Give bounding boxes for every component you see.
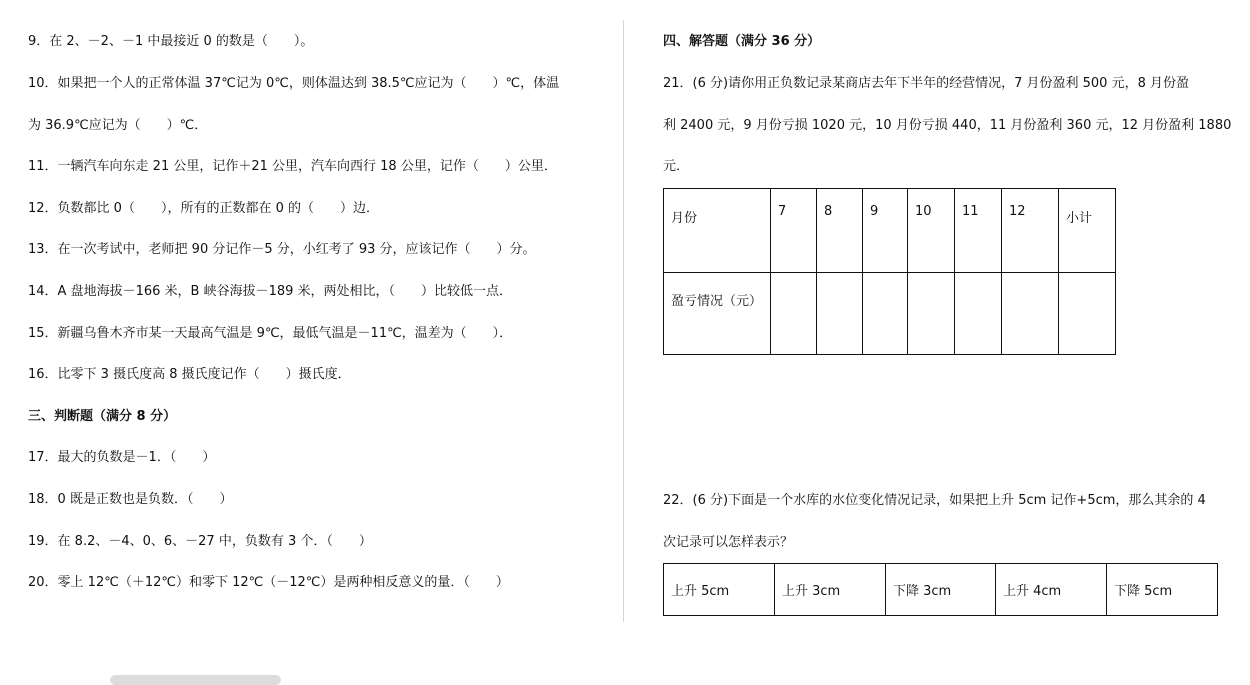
profit-loss-label: 盈亏情况（元）	[671, 294, 763, 309]
table-cell	[1107, 564, 1218, 616]
table-cell	[817, 189, 863, 273]
answer-cell	[817, 273, 863, 355]
answer-cell	[771, 273, 817, 355]
question-14: 14．A 盘地海拔－166 米，B 峡谷海拔－189 米，两处相比，（ ）比较低一点．	[28, 284, 513, 299]
question-21-line-1: 21．(6 分)请你用正负数记录某商店去年下半年的经营情况，7 月份盈利 500 元，8 月份盈	[663, 76, 1189, 91]
month-cell: 11	[962, 204, 979, 219]
table-cell	[664, 189, 771, 273]
table-cell	[996, 564, 1107, 616]
answer-cell	[1059, 273, 1116, 355]
table-cell	[863, 189, 908, 273]
question-16: 16．比零下 3 摄氏度高 8 摄氏度记作（ ）摄氏度．	[28, 367, 351, 382]
question-22-line-1: 22．(6 分)下面是一个水库的水位变化情况记录，如果把上升 5cm 记作+5cm，那么其余的 4	[663, 493, 1206, 508]
section-3-heading: 三、判断题（满分 8 分）	[28, 409, 177, 424]
question-9: 9．在 2、－2、－1 中最接近 0 的数是（ ）。	[28, 34, 314, 49]
question-10-line-2: 为 36.9℃应记为（ ）℃．	[28, 118, 208, 133]
water-record: 下降 3cm	[893, 584, 952, 599]
question-18: 18．0 既是正数也是负数．（ ）	[28, 492, 233, 507]
question-21-line-2: 利 2400 元，9 月份亏损 1020 元，10 月份亏损 440，11 月份盈利 360 元，12 月份盈利 1880	[663, 118, 1232, 133]
table-cell	[955, 189, 1002, 273]
horizontal-scrollbar-thumb[interactable]	[110, 675, 281, 685]
answer-cell	[955, 273, 1002, 355]
profit-loss-table	[663, 188, 1116, 355]
month-cell: 7	[778, 204, 787, 219]
answer-cell	[863, 273, 908, 355]
question-17: 17．最大的负数是－1．（ ）	[28, 450, 216, 465]
table-cell	[1059, 189, 1116, 273]
table-cell	[664, 564, 775, 616]
question-22-line-2: 次记录可以怎样表示？	[663, 535, 794, 550]
table-cell	[908, 189, 955, 273]
section-4-heading: 四、解答题（满分 36 分）	[663, 34, 821, 49]
water-level-table	[663, 563, 1218, 616]
subtotal-label: 小计	[1066, 211, 1093, 226]
water-record: 上升 3cm	[782, 584, 841, 599]
table-cell	[771, 189, 817, 273]
table-cell	[664, 273, 771, 355]
table-header-row	[664, 189, 1116, 273]
month-cell: 8	[824, 204, 833, 219]
question-21-line-3: 元．	[663, 159, 690, 174]
table-cell	[1002, 189, 1059, 273]
water-record: 上升 5cm	[671, 584, 730, 599]
question-13: 13．在一次考试中，老师把 90 分记作－5 分，小红考了 93 分，应该记作（ ）分。	[28, 242, 536, 257]
question-11: 11．一辆汽车向东走 21 公里，记作＋21 公里，汽车向西行 18 公里，记作（ ）公里．	[28, 159, 557, 174]
month-cell: 10	[915, 204, 932, 219]
question-20: 20．零上 12℃（＋12℃）和零下 12℃（－12℃）是两种相反意义的量．（ ）	[28, 575, 509, 590]
question-19: 19．在 8.2、－4、0、6、－27 中，负数有 3 个．（ ）	[28, 534, 372, 549]
question-15: 15．新疆乌鲁木齐市某一天最高气温是 9℃，最低气温是－11℃，温差为（ ）．	[28, 326, 513, 341]
month-label: 月份	[671, 211, 698, 226]
table-cell	[886, 564, 996, 616]
month-cell: 9	[870, 204, 879, 219]
answer-cell	[1002, 273, 1059, 355]
water-record: 上升 4cm	[1003, 584, 1062, 599]
table-row	[664, 564, 1218, 616]
question-10-line-1: 10．如果把一个人的正常体温 37℃记为 0℃，则体温达到 38.5℃应记为（ ）℃，体温	[28, 76, 560, 91]
month-cell: 12	[1009, 204, 1026, 219]
column-divider	[623, 20, 624, 622]
water-record: 下降 5cm	[1114, 584, 1173, 599]
table-cell	[775, 564, 886, 616]
answer-cell	[908, 273, 955, 355]
question-12: 12．负数都比 0（ ），所有的正数都在 0 的（ ）边．	[28, 201, 379, 216]
table-row	[664, 273, 1116, 355]
